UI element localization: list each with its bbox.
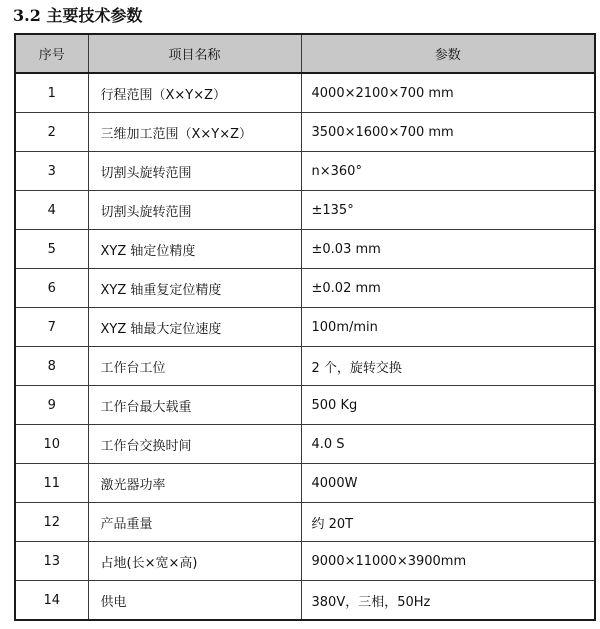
table-row: [15, 230, 595, 269]
row-item-name-cell: XYZ 轴最大定位速度: [88, 308, 301, 347]
table-row: [15, 308, 595, 347]
row-item-name-cell: 切割头旋转范围: [88, 191, 301, 230]
row-item-name-cell: 激光器功率: [88, 464, 301, 503]
row-index-cell: 11: [15, 464, 88, 503]
row-item-name-cell: XYZ 轴重复定位精度: [88, 269, 301, 308]
row-index-cell: 14: [15, 581, 88, 621]
header-item-name: 项目名称: [88, 34, 301, 73]
row-parameter-cell: 3500×1600×700 mm: [301, 113, 595, 152]
row-parameter-cell: 4.0 S: [301, 425, 595, 464]
header-parameter: 参数: [301, 34, 595, 73]
table-row: [15, 191, 595, 230]
table-row: [15, 73, 595, 113]
row-index-cell: 1: [15, 73, 88, 113]
row-item-name-cell: 切割头旋转范围: [88, 152, 301, 191]
table-row: [15, 425, 595, 464]
header-index: 序号: [15, 34, 88, 73]
table-row: [15, 347, 595, 386]
row-item-name-cell: 占地(长×宽×高): [88, 542, 301, 581]
row-parameter-cell: ±0.03 mm: [301, 230, 595, 269]
table-body: [15, 73, 595, 620]
row-index-cell: 13: [15, 542, 88, 581]
table-row: [15, 269, 595, 308]
row-parameter-cell: 2 个，旋转交换: [301, 347, 595, 386]
row-index-cell: 5: [15, 230, 88, 269]
row-index-cell: 9: [15, 386, 88, 425]
table-row: [15, 113, 595, 152]
row-index-cell: 6: [15, 269, 88, 308]
row-item-name-cell: 三维加工范围（X×Y×Z）: [88, 113, 301, 152]
row-item-name-cell: 产品重量: [88, 503, 301, 542]
row-item-name-cell: 工作台交换时间: [88, 425, 301, 464]
table-header-row: [15, 34, 595, 73]
row-index-cell: 12: [15, 503, 88, 542]
table-row: [15, 386, 595, 425]
table-row: [15, 503, 595, 542]
row-item-name-cell: XYZ 轴定位精度: [88, 230, 301, 269]
row-parameter-cell: 4000W: [301, 464, 595, 503]
table-row: [15, 464, 595, 503]
row-parameter-cell: 约 20T: [301, 503, 595, 542]
table-row: [15, 581, 595, 621]
row-parameter-cell: 100m/min: [301, 308, 595, 347]
row-index-cell: 8: [15, 347, 88, 386]
row-item-name-cell: 工作台最大载重: [88, 386, 301, 425]
row-parameter-cell: 4000×2100×700 mm: [301, 73, 595, 113]
row-parameter-cell: 500 Kg: [301, 386, 595, 425]
row-index-cell: 7: [15, 308, 88, 347]
row-parameter-cell: ±135°: [301, 191, 595, 230]
row-index-cell: 3: [15, 152, 88, 191]
row-parameter-cell: 380V，三相，50Hz: [301, 581, 595, 621]
row-index-cell: 4: [15, 191, 88, 230]
parameters-table: [14, 33, 596, 621]
row-item-name-cell: 工作台工位: [88, 347, 301, 386]
row-parameter-cell: n×360°: [301, 152, 595, 191]
row-index-cell: 10: [15, 425, 88, 464]
table-row: [15, 542, 595, 581]
row-item-name-cell: 供电: [88, 581, 301, 621]
section-title: 3.2 主要技术参数: [13, 6, 143, 25]
table-row: [15, 152, 595, 191]
row-parameter-cell: ±0.02 mm: [301, 269, 595, 308]
row-parameter-cell: 9000×11000×3900mm: [301, 542, 595, 581]
row-item-name-cell: 行程范围（X×Y×Z）: [88, 73, 301, 113]
row-index-cell: 2: [15, 113, 88, 152]
